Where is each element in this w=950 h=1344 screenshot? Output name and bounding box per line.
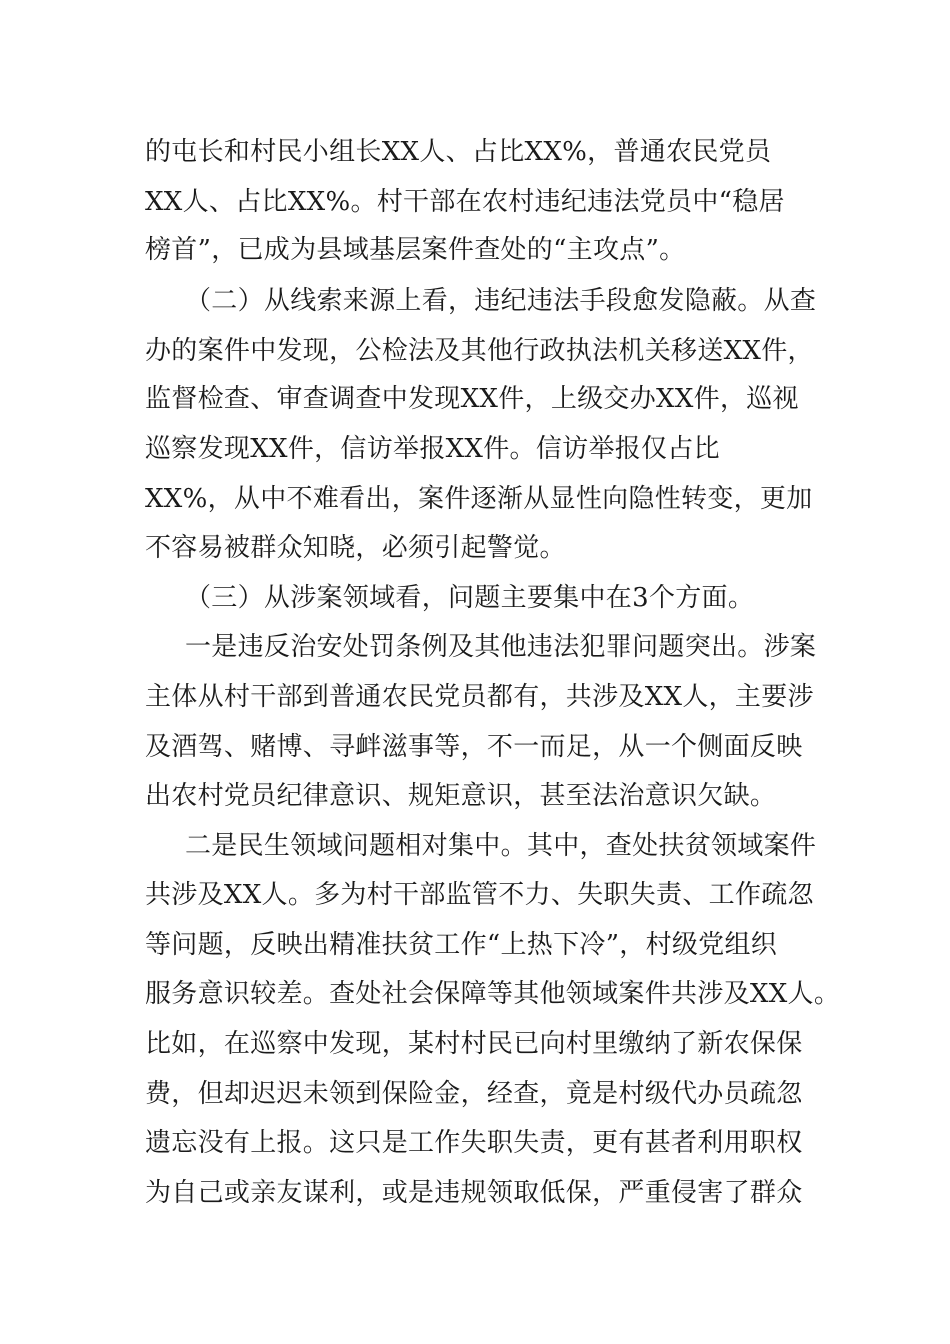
text-line-15: 二是民生领域问题相对集中。其中，查处扶贫领域案件 [185, 831, 817, 861]
text-line-12: 主体从村干部到普通农民党员都有，共涉及XX人，主要涉 [145, 682, 814, 712]
text-line-11: 一是违反治安处罚条例及其他违法犯罪问题突出。涉案 [185, 632, 817, 662]
text-line-16: 共涉及XX人。多为村干部监管不力、失职失责、工作疏忽 [145, 880, 814, 910]
text-line-1: 的屯长和村民小组长XX人、占比XX%，普通农民党员 [145, 137, 772, 167]
text-line-13: 及酒驾、赌博、寻衅滋事等，不一而足，从一个侧面反映 [145, 732, 803, 762]
text-line-10: （三）从涉案领域看，问题主要集中在3个方面。 [185, 583, 755, 613]
text-line-19: 比如，在巡察中发现，某村村民已向村里缴纳了新农保保 [145, 1029, 803, 1059]
text-line-6: 监督检查、审查调查中发现XX件，上级交办XX件，巡视 [145, 384, 799, 414]
text-line-14: 出农村党员纪律意识、规矩意识，甚至法治意识欠缺。 [145, 781, 777, 811]
text-line-7: 巡察发现XX件，信访举报XX件。信访举报仅占比 [145, 434, 720, 464]
text-line-18: 服务意识较差。查处社会保障等其他领域案件共涉及XX人。 [145, 979, 841, 1009]
text-line-8: XX%，从中不难看出，案件逐渐从显性向隐性转变，更加 [145, 484, 813, 514]
text-line-5: 办的案件中发现，公检法及其他行政执法机关移送XX件， [145, 336, 814, 366]
text-line-2: XX人、占比XX%。村干部在农村违纪违法党员中“稳居 [145, 187, 785, 217]
text-line-17: 等问题，反映出精准扶贫工作“上热下冷”，村级党组织 [145, 930, 778, 960]
text-line-20: 费，但却迟迟未领到保险金，经查，竟是村级代办员疏忽 [145, 1079, 803, 1109]
text-line-21: 遗忘没有上报。这只是工作失职失责，更有甚者利用职权 [145, 1128, 803, 1158]
text-line-3: 榜首”，已成为县域基层案件查处的“主攻点”。 [145, 235, 686, 265]
text-line-9: 不容易被群众知晓，必须引起警觉。 [145, 533, 566, 563]
text-line-22: 为自己或亲友谋利，或是违规领取低保，严重侵害了群众 [145, 1178, 803, 1208]
text-line-4: （二）从线索来源上看，违纪违法手段愈发隐蔽。从查 [185, 286, 817, 316]
